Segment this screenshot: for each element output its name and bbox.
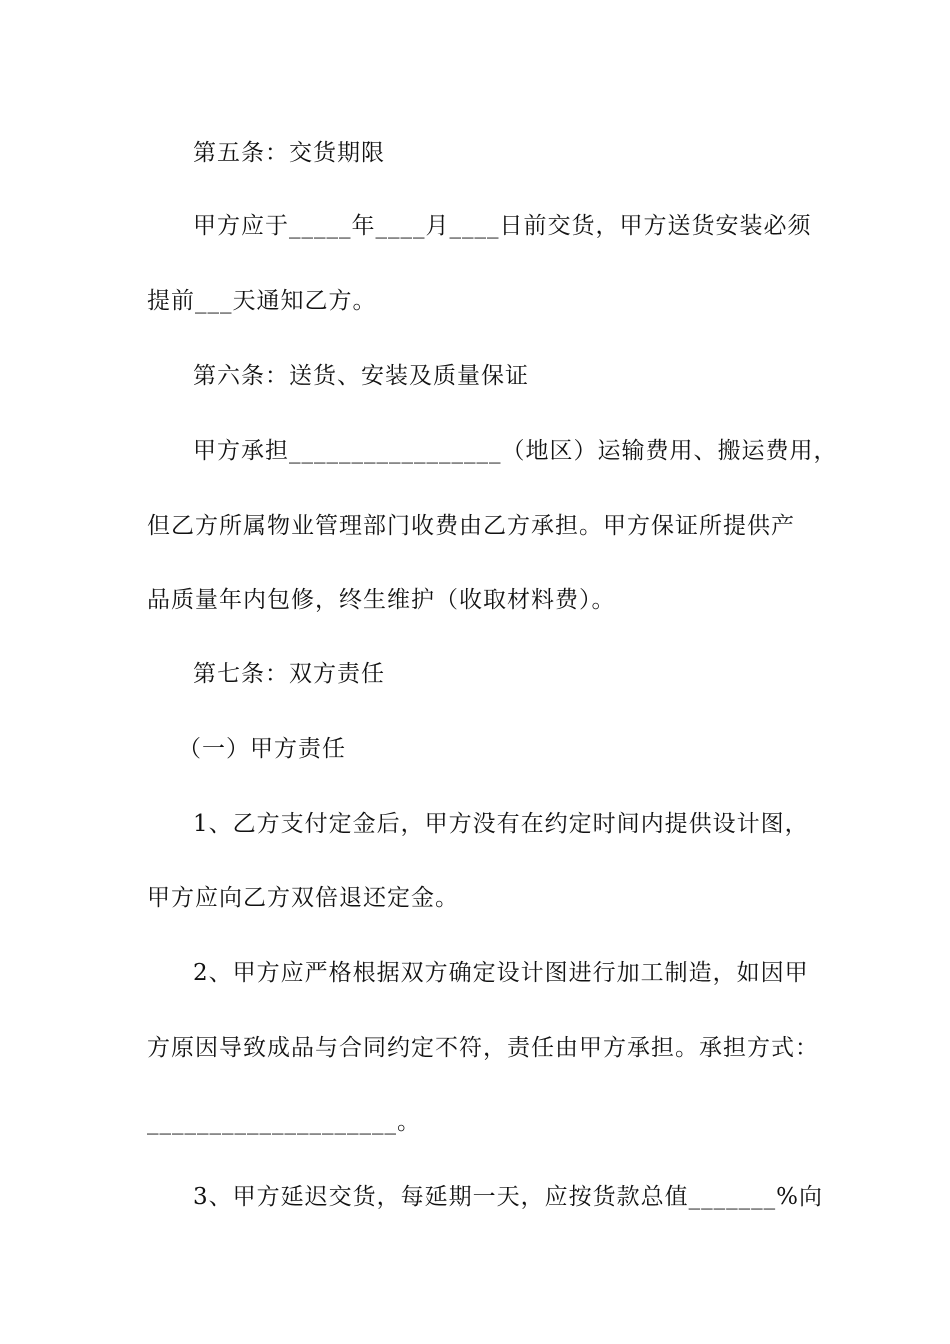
paragraph-line: 提前___天通知乙方。: [147, 288, 377, 314]
paragraph-line: 甲方应向乙方双倍退还定金。: [147, 885, 459, 911]
article-7-heading: 第七条：双方责任: [193, 661, 385, 687]
article-5-heading: 第五条：交货期限: [193, 140, 385, 166]
paragraph-line: 甲方承担_________________（地区）运输费用、搬运费用，: [193, 438, 838, 464]
paragraph-line: 3、甲方延迟交货，每延期一天，应按货款总值_______%向: [193, 1184, 823, 1210]
paragraph-line: 但乙方所属物业管理部门收费由乙方承担。甲方保证所提供产: [147, 513, 795, 539]
paragraph-line: 品质量年内包修，终生维护（收取材料费）。: [147, 587, 616, 613]
paragraph-line: 方原因导致成品与合同约定不符，责任由甲方承担。承担方式：: [147, 1035, 819, 1061]
section-heading: （一）甲方责任: [178, 736, 346, 762]
paragraph-line: 1、乙方支付定金后，甲方没有在约定时间内提供设计图，: [193, 811, 809, 837]
paragraph-line: 甲方应于_____年____月____日前交货，甲方送货安装必须: [193, 213, 812, 239]
article-6-heading: 第六条：送货、安装及质量保证: [193, 363, 529, 389]
paragraph-line: 2、甲方应严格根据双方确定设计图进行加工制造，如因甲: [193, 960, 809, 986]
paragraph-line: ____________________。: [147, 1109, 421, 1135]
